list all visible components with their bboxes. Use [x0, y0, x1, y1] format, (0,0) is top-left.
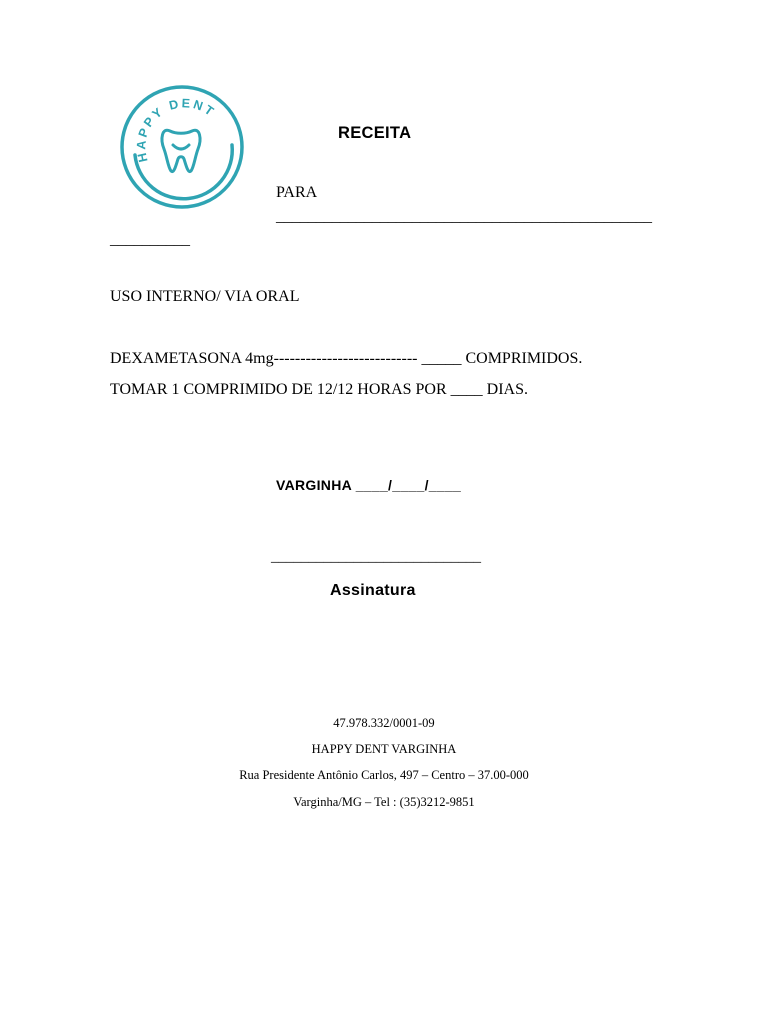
date-line: VARGINHA ____/____/____	[276, 477, 462, 493]
dosage-instruction: TOMAR 1 COMPRIMIDO DE 12/12 HORAS POR ____ DIAS.	[110, 381, 528, 398]
footer-cnpj: 47.978.332/0001-09	[333, 716, 435, 730]
signature-label: Assinatura	[330, 582, 416, 599]
signature-line: ____________________________	[271, 549, 481, 565]
patient-label: PARA	[276, 184, 318, 201]
logo-text: HAPPY DENT	[134, 96, 219, 164]
happy-dent-logo	[110, 83, 255, 213]
patient-name-line-continued: __________	[110, 231, 190, 248]
footer-clinic-name: HAPPY DENT VARGINHA	[311, 742, 457, 756]
footer-address: Rua Presidente Antônio Carlos, 497 – Centro – 37.00-000	[239, 768, 529, 782]
document-title: RECEITA	[338, 124, 412, 142]
svg-text:HAPPY DENT	[134, 96, 218, 163]
medication-line: DEXAMETASONA 4mg--------------------------- _____ COMPRIMIDOS.	[110, 350, 583, 367]
tooth-logo-icon	[110, 83, 255, 213]
footer-city-phone: Varginha/MG – Tel : (35)3212-9851	[293, 795, 475, 809]
patient-name-line: _______________________________________________	[276, 208, 652, 225]
usage-instruction: USO INTERNO/ VIA ORAL	[110, 288, 300, 305]
